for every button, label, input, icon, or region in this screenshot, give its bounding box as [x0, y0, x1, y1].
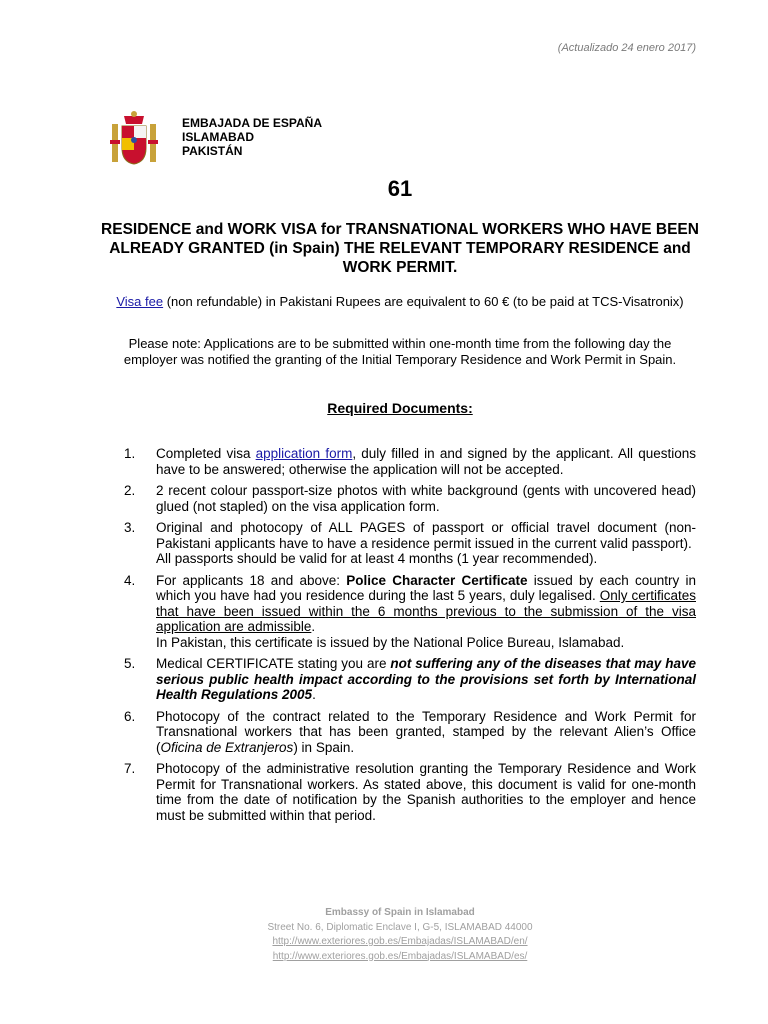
- embassy-name: [182, 116, 322, 168]
- updated-date: (Actualizado 24 enero 2017): [557, 42, 696, 54]
- visa-fee-link[interactable]: Visa fee: [116, 294, 164, 309]
- embassy-line-1: EMBAJADA DE ESPAÑA: [182, 116, 323, 130]
- item-number: 6.: [124, 708, 136, 724]
- item-number: 7.: [124, 761, 136, 776]
- item-text: Medical CERTIFICATE stating you are not suffering any of the diseases that may have serious public health impact according to the provisions set forth by International Health Regulations 2005.: [156, 656, 696, 702]
- footer: [0, 906, 768, 964]
- footer-link-es[interactable]: http://www.exteriores.gob.es/Embajadas/ISLAMABAD/es/: [272, 950, 528, 962]
- footer-link-en[interactable]: http://www.exteriores.gob.es/Embajadas/ISLAMABAD/en/: [272, 936, 528, 947]
- footer-address: Street No. 6, Diplomatic Enclave I, G-5, ISLAMABAD 44000: [267, 921, 533, 933]
- note-paragraph: Please note: Applications are to be submitted within one-month time from the following day the employer was notified the granting of the Initial Temporary Residence and Work Permit in Spain.: [123, 336, 677, 367]
- list-item: [124, 483, 696, 514]
- list-item: [124, 709, 696, 756]
- item-number: 2.: [124, 483, 136, 498]
- list-item: [124, 573, 696, 651]
- footer-embassy-name: Embassy of Spain in Islamabad: [325, 907, 475, 918]
- fee-paragraph: [116, 294, 684, 310]
- item-text: Completed visa application form, duly filled in and signed by the applicant. All questions have to be answered; otherwise the application will not be accepted.: [156, 446, 696, 477]
- letterhead: [110, 110, 322, 168]
- item-number: 1.: [124, 446, 136, 461]
- fee-text: (non refundable) in Pakistani Rupees are equivalent to 60 € (to be paid at TCS-Visatronix): [163, 294, 684, 309]
- item-text: For applicants 18 and above: Police Character Certificate issued by each country in which you have had you residence during the last 5 years, duly legalised. Only certificates that have been issued within the 6 months previous to the submission of the visa application are admissible. In Pakistan, this certificate is issued by the National Police Bureau, Islamabad.: [156, 572, 696, 650]
- item-number: 5.: [124, 656, 136, 671]
- embassy-line-3: PAKISTÁN: [182, 144, 243, 158]
- embassy-line-2: ISLAMABAD: [182, 130, 254, 144]
- list-item: [124, 520, 696, 567]
- document-title: RESIDENCE and WORK VISA for TRANSNATIONAL WORKERS WHO HAVE BEEN ALREADY GRANTED (in Spain) THE RELEVANT TEMPORARY RESIDENCE and WORK PERMIT.: [101, 221, 699, 276]
- required-documents-heading: Required Documents:: [327, 400, 473, 416]
- item-number: 4.: [124, 572, 136, 588]
- document-number: 61: [387, 176, 413, 201]
- item-text: 2 recent colour passport-size photos with white background (gents with uncovered head) glued (not stapled) on the visa application form.: [156, 483, 696, 514]
- item-number: 3.: [124, 520, 136, 535]
- required-documents-list: [124, 446, 696, 829]
- list-item: [124, 761, 696, 823]
- coat-of-arms-icon: [110, 110, 158, 168]
- list-item: [124, 656, 696, 703]
- item-text: Original and photocopy of ALL PAGES of passport or official travel document (non-Pakistani applicants have to have a residence permit issued in the current valid passport). All passports should be valid for at least 4 months (1 year recommended).: [156, 520, 696, 566]
- item-text: Photocopy of the administrative resolution granting the Temporary Residence and Work Permit for Transnational workers. As stated above, this document is valid for one-month time from the date of notification by the Spanish authorities to the employer and hence must be submitted within that period.: [156, 761, 696, 823]
- list-item: [124, 446, 696, 477]
- application-form-link[interactable]: application form: [255, 446, 353, 461]
- item-text: Photocopy of the contract related to the Temporary Residence and Work Permit for Transnational workers that has been granted, stamped by the relevant Alien’s Office (Oficina de Extranjeros) in Spain.: [156, 708, 696, 755]
